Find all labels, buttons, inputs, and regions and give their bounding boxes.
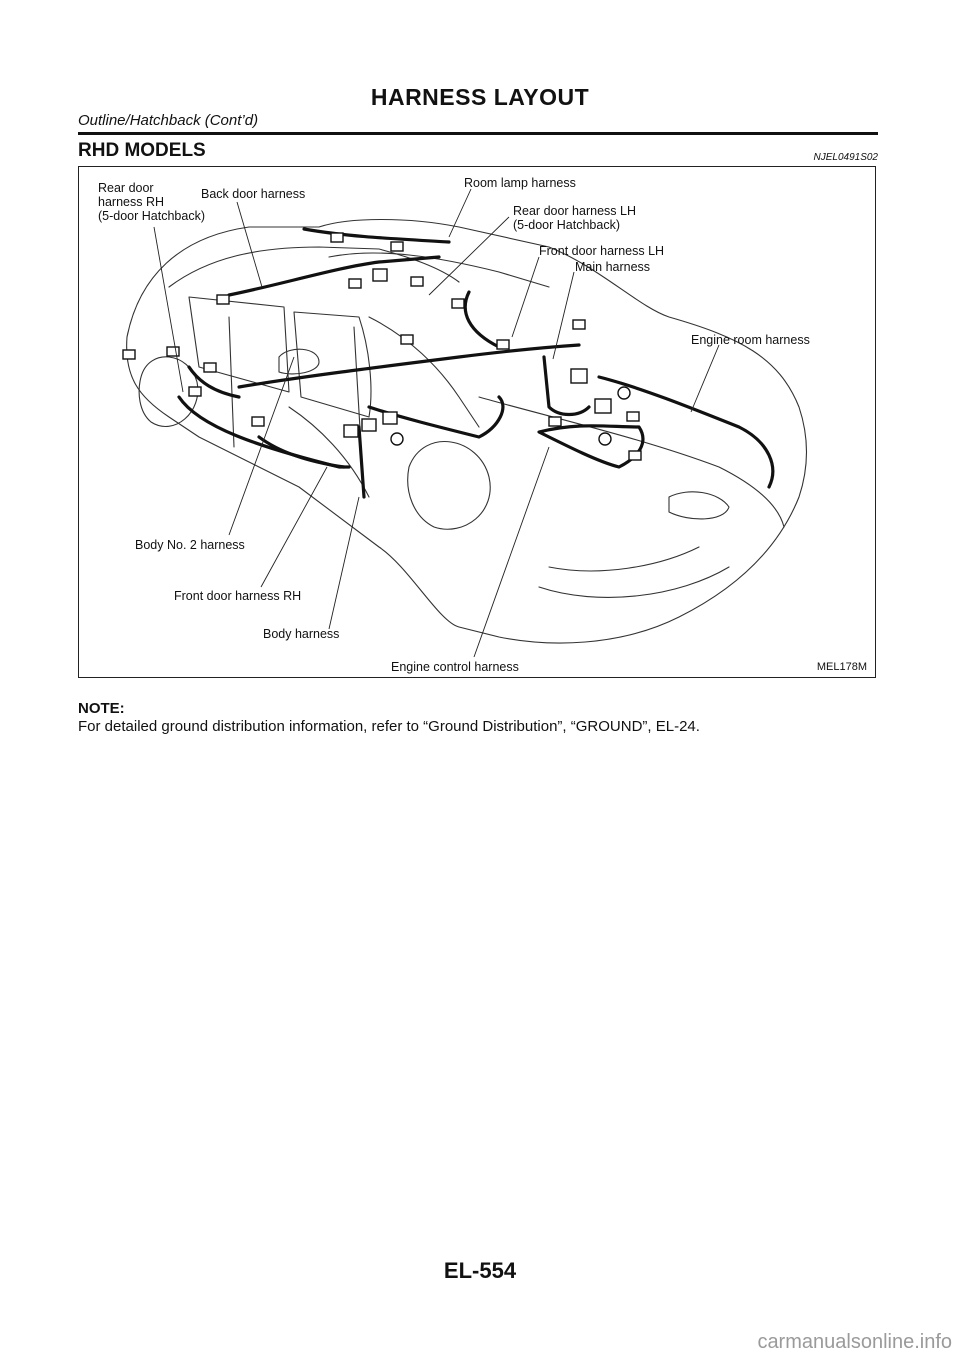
label-body-no2-harness: Body No. 2 harness <box>135 538 245 552</box>
leader-engine-control <box>474 447 549 657</box>
label-rear-door-harness-rh: Rear door harness RH (5-door Hatchback) <box>98 181 205 223</box>
front-wheel <box>408 442 490 530</box>
watermark: carmanualsonline.info <box>757 1331 952 1353</box>
label-main-harness: Main harness <box>575 260 651 274</box>
note-heading: NOTE: <box>78 700 125 717</box>
label-room-lamp-harness: Room lamp harness <box>464 176 576 190</box>
body-harness-wire <box>179 397 349 467</box>
room-lamp-wire <box>304 229 449 242</box>
section-title: RHD MODELS <box>78 140 206 161</box>
leader-engine-room <box>691 345 719 412</box>
label-front-door-harness-lh: Front door harness LH <box>539 244 665 258</box>
label-rear-door-harness-lh: Rear door harness LH (5-door Hatchback) <box>513 204 636 232</box>
page-number: EL-554 <box>443 1258 517 1283</box>
label-engine-control-harness: Engine control harness <box>391 660 519 674</box>
note-text: For detailed ground distribution information, refer to “Ground Distribution”, “GROUND”, EL-24. <box>78 718 700 735</box>
back-door-wire <box>229 257 439 295</box>
header-divider <box>78 132 878 135</box>
engine-control-wire <box>539 426 643 467</box>
label-body-harness: Body harness <box>263 627 340 641</box>
harness-layout-figure <box>78 166 876 678</box>
label-back-door-harness: Back door harness <box>201 187 306 201</box>
figure-id: MEL178M <box>816 661 867 673</box>
leader-rear-door-rh <box>154 227 183 392</box>
front-door-rh-wire <box>259 437 344 467</box>
label-front-door-harness-rh: Front door harness RH <box>174 589 302 603</box>
section-reference-code: NJEL0491S02 <box>813 152 878 163</box>
page-subtitle: Outline/Hatchback (Cont’d) <box>78 112 259 129</box>
leader-front-door-lh <box>512 257 539 337</box>
page-title: HARNESS LAYOUT <box>370 84 590 110</box>
leader-back-door <box>237 202 262 287</box>
label-engine-room-harness: Engine room harness <box>691 333 810 347</box>
leader-body <box>329 497 359 629</box>
leader-room-lamp <box>449 189 471 237</box>
main-harness-wire <box>239 345 579 387</box>
